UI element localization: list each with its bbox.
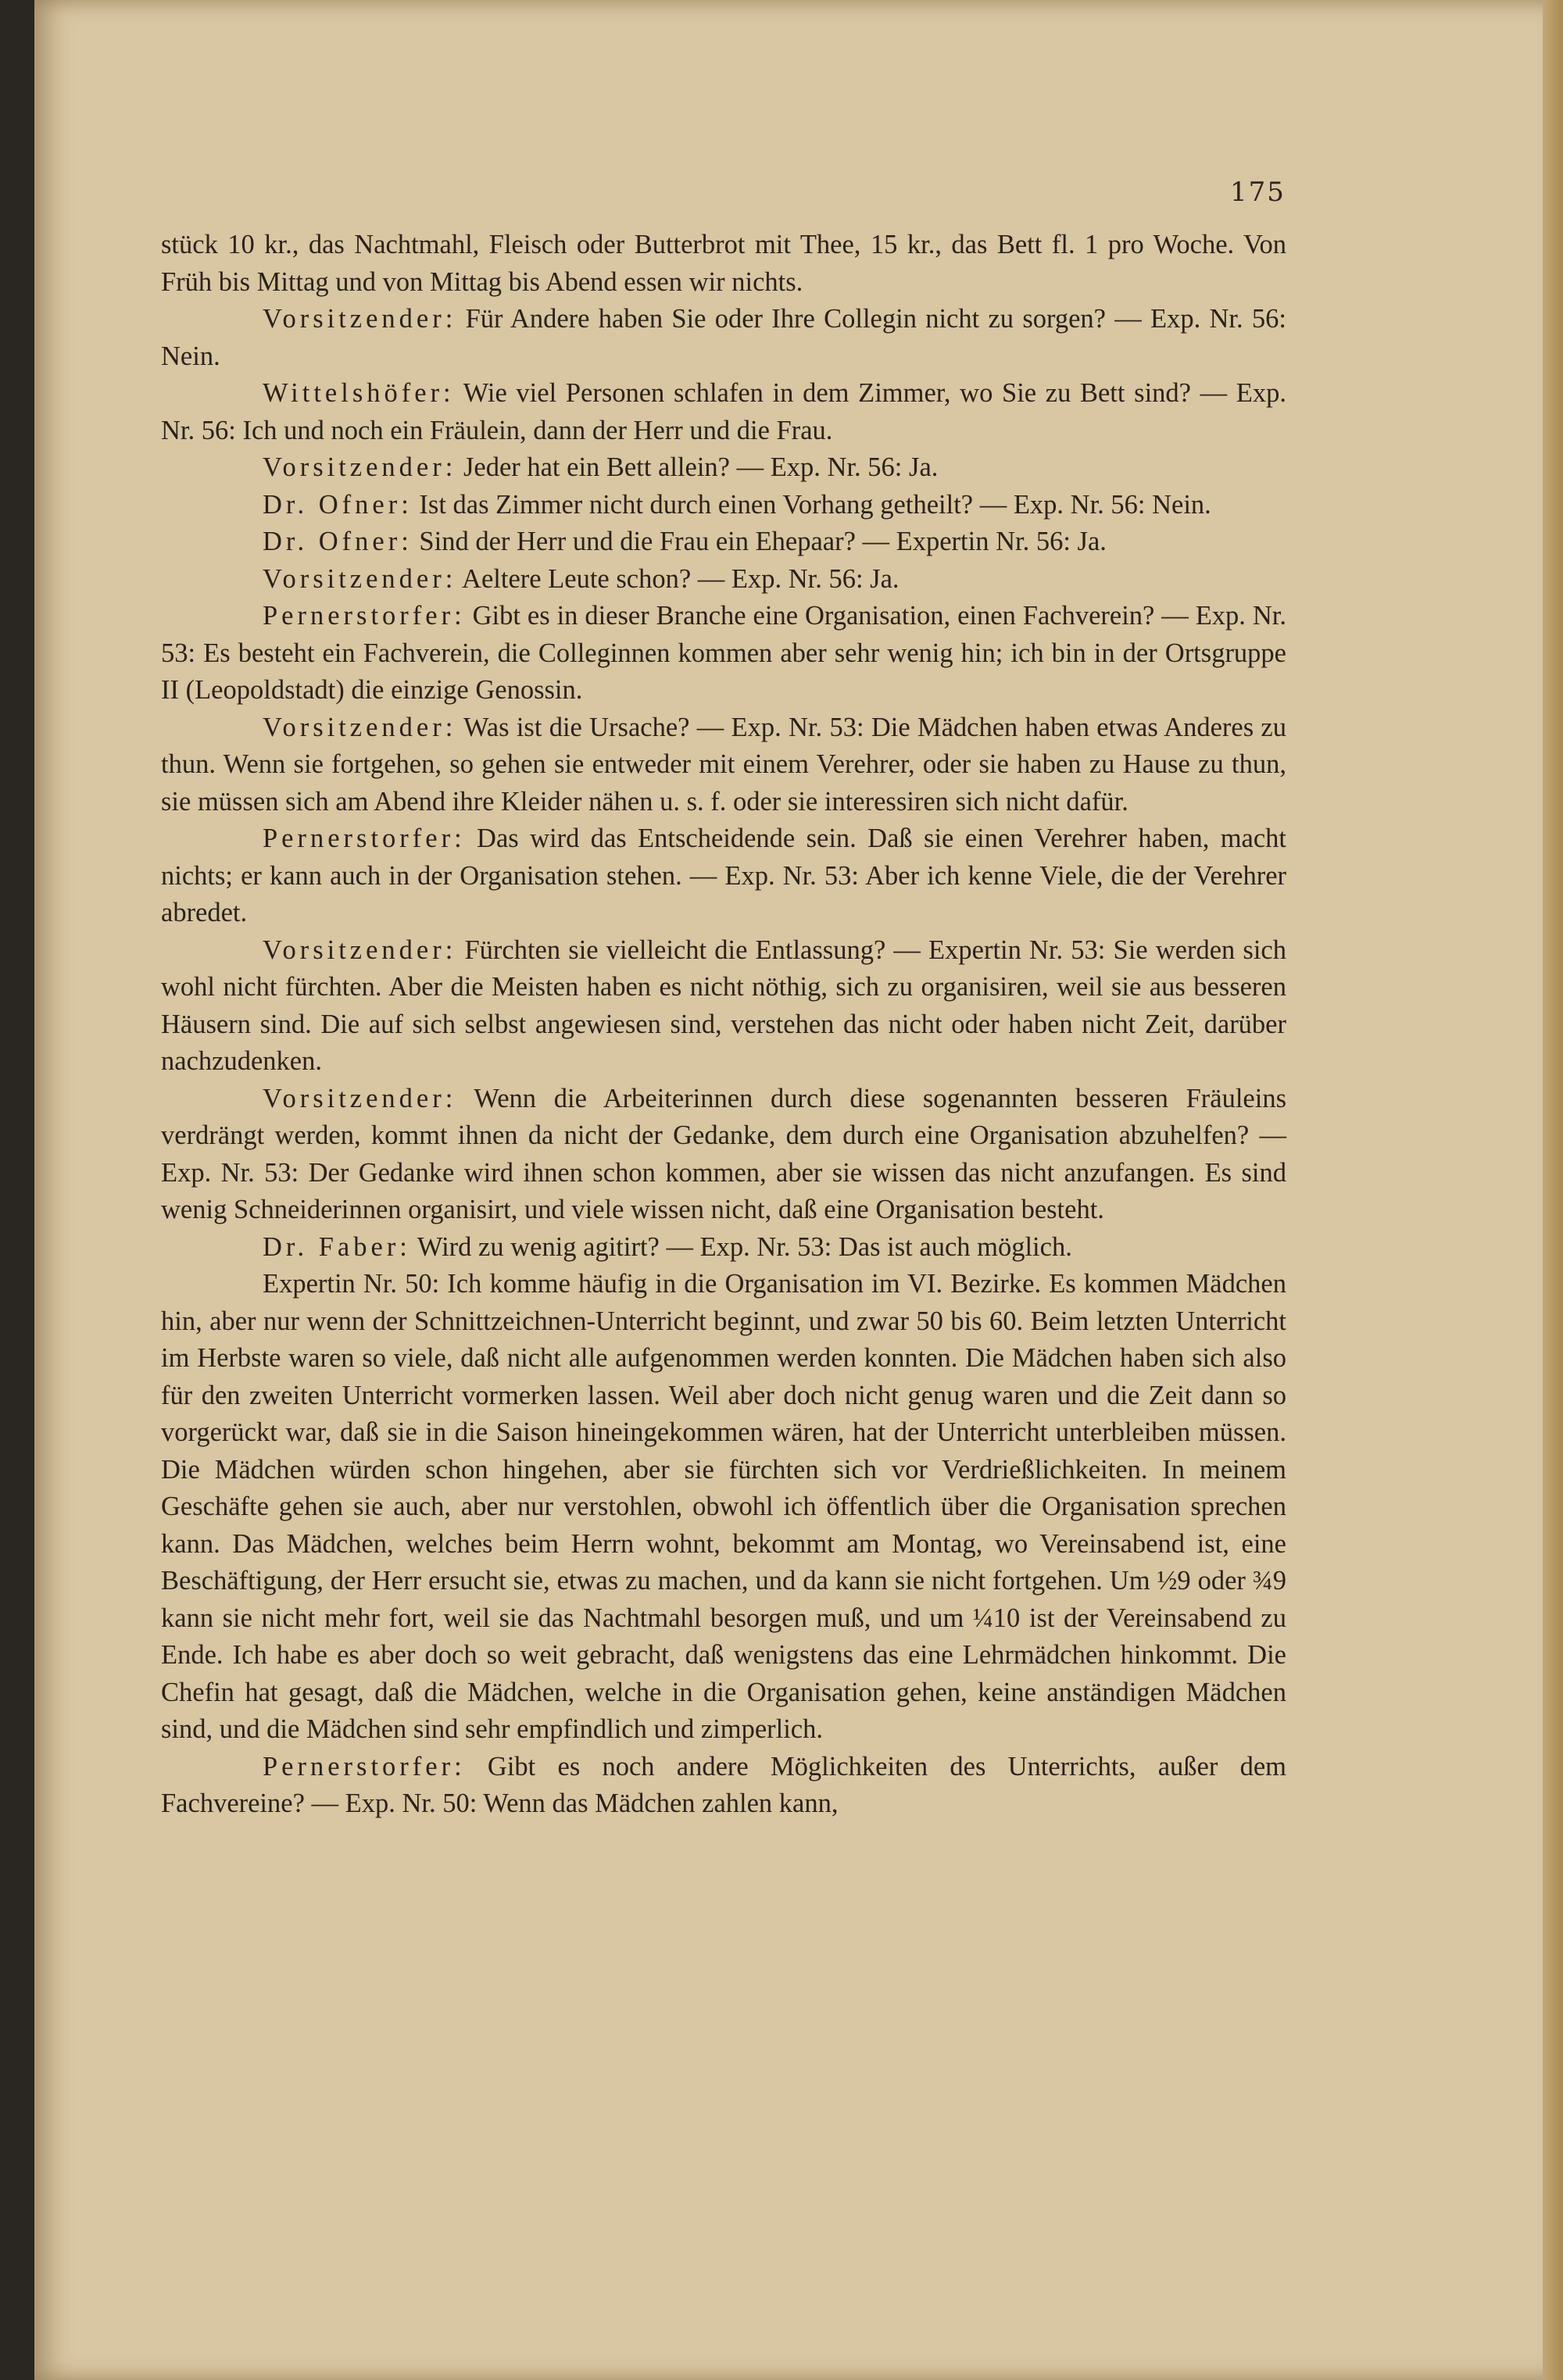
- speaker: Wittelshöfer:: [263, 378, 455, 408]
- speaker: Vorsitzender:: [263, 563, 457, 594]
- speaker: Vorsitzender:: [263, 452, 457, 482]
- book-page: [34, 0, 1563, 2380]
- paragraph: Vorsitzender: Fürchten sie vielleicht die Entlassung? — Expertin Nr. 53: Sie werden sich wohl nicht fürchten. Aber die Meisten haben es nicht nöthig, sich zu organisiren, weil sie aus besseren Häusern sind. Die auf sich selbst angewiesen sind, verstehen das nicht oder haben nicht Zeit, darüber nachzudenken.: [161, 934, 1286, 1076]
- paragraph: Expertin Nr. 50: Ich komme häufig in die Organisation im VI. Bezirke. Es kommen Mädchen hin, aber nur wenn der Schnittzeichnen-Unterricht beginnt, und zwar 50 bis 60. Beim letzten Unterricht im Herbste waren so viele, daß nicht alle aufgenommen werden konnten. Die Mädchen haben sich also für den zweiten Unterricht vormerken lassen. Weil aber doch nicht genug waren und die Zeit dann so vorgerückt war, daß sie in die Saison hineingekommen wären, hat der Unterricht unterbleiben müssen. Die Mädchen würden schon hingehen, aber sie fürchten sich vor Verdrießlichkeiten. In meinem Geschäfte gehen sie auch, aber nur verstohlen, obwohl ich öffentlich über die Organisation sprechen kann. Das Mädchen, welches beim Herrn wohnt, bekommt am Montag, wo Vereinsabend ist, eine Beschäftigung, der Herr ersucht sie, etwas zu machen, und da kann sie nicht fortgehen. Um ½9 oder ¾9 kann sie nicht mehr fort, weil sie das Nachtmahl besorgen muß, und um ¼10 ist der Vereinsabend zu Ende. Ich habe es aber doch so weit gebracht, daß wenigstens das eine Lehrmädchen hinkommt. Die Chefin hat gesagt, daß die Mädchen, welche in die Organisation gehen, keine anständigen Mädchen sind, und die Mädchen sind sehr empfindlich und zimperlich.: [161, 1269, 1286, 1744]
- speaker: Vorsitzender:: [263, 934, 457, 965]
- page-body: [161, 227, 1286, 1823]
- paragraph: Vorsitzender: Jeder hat ein Bett allein? — Exp. Nr. 56: Ja.: [263, 452, 939, 482]
- speaker: Vorsitzender:: [263, 712, 457, 742]
- paragraph: stück 10 kr., das Nachtmahl, Fleisch oder Butterbrot mit Thee, 15 kr., das Bett fl. 1 pro Woche. Von Früh bis Mittag und von Mittag bis Abend essen wir nichts.: [161, 230, 1286, 297]
- speaker: Vorsitzender:: [263, 1083, 457, 1113]
- paragraph: Dr. Ofner: Ist das Zimmer nicht durch einen Vorhang getheilt? — Exp. Nr. 56: Nein.: [263, 489, 1211, 520]
- paragraph: Pernerstorfer: Gibt es noch andere Möglichkeiten des Unterrichts, außer dem Fachvereine? — Exp. Nr. 50: Wenn das Mädchen zahlen kann,: [161, 1751, 1286, 1818]
- speaker: Dr. Ofner:: [263, 527, 413, 556]
- paragraph: Vorsitzender: Was ist die Ursache? — Exp. Nr. 53: Die Mädchen haben etwas Anderes zu thun. Wenn sie fortgehen, so gehen sie entweder mit einem Verehrer, oder sie haben zu Hause zu thun, sie müssen sich am Abend ihre Kleider nähen u. s. f. oder sie interessiren sich nicht dafür.: [161, 712, 1286, 817]
- paragraph: Wittelshöfer: Wie viel Personen schlafen in dem Zimmer, wo Sie zu Bett sind? — Exp. Nr. 56: Ich und noch ein Fräulein, dann der Herr und die Frau.: [161, 378, 1286, 445]
- paragraph: Vorsitzender: Für Andere haben Sie oder Ihre Collegin nicht zu sorgen? — Exp. Nr. 56: Nein.: [161, 304, 1286, 371]
- paragraph: Pernerstorfer: Das wird das Entscheidende sein. Daß sie einen Verehrer haben, macht nichts; er kann auch in der Organisation stehen. — Exp. Nr. 53: Aber ich kenne Viele, die der Verehrer abredet.: [161, 824, 1286, 927]
- paragraph: Pernerstorfer: Gibt es in dieser Branche eine Organisation, einen Fachverein? — Exp. Nr. 53: Es besteht ein Fachverein, die Colleginnen kommen aber sehr wenig hin; ich bin in der Ortsgruppe II (Leopoldstadt) die einzige Genossin.: [161, 601, 1286, 705]
- paragraph: Dr. Faber: Wird zu wenig agitirt? — Exp. Nr. 53: Das ist auch möglich.: [263, 1231, 1072, 1262]
- paragraph: Vorsitzender: Wenn die Arbeiterinnen durch diese sogenannten besseren Fräuleins verdrängt werden, kommt ihnen da nicht der Gedanke, dem durch eine Organisation abzuhelfen? — Exp. Nr. 53: Der Gedanke wird ihnen schon kommen, aber sie wissen das nicht anzufangen. Es sind wenig Schneiderinnen organisirt, und viele wissen nicht, daß eine Organisation besteht.: [161, 1083, 1286, 1224]
- speaker: Pernerstorfer:: [263, 824, 466, 853]
- page-edge: [1543, 0, 1563, 2380]
- speaker: Pernerstorfer:: [263, 1751, 466, 1781]
- page-number: 175: [1230, 177, 1286, 208]
- speaker: Dr. Faber:: [263, 1231, 411, 1262]
- speaker: Vorsitzender:: [263, 304, 457, 334]
- speaker: Pernerstorfer:: [263, 601, 466, 631]
- speaker: Dr. Ofner:: [263, 489, 413, 520]
- paragraph: Vorsitzender: Aeltere Leute schon? — Exp. Nr. 56: Ja.: [263, 563, 900, 594]
- paragraph: Dr. Ofner: Sind der Herr und die Frau ein Ehepaar? — Expertin Nr. 56: Ja.: [263, 527, 1107, 556]
